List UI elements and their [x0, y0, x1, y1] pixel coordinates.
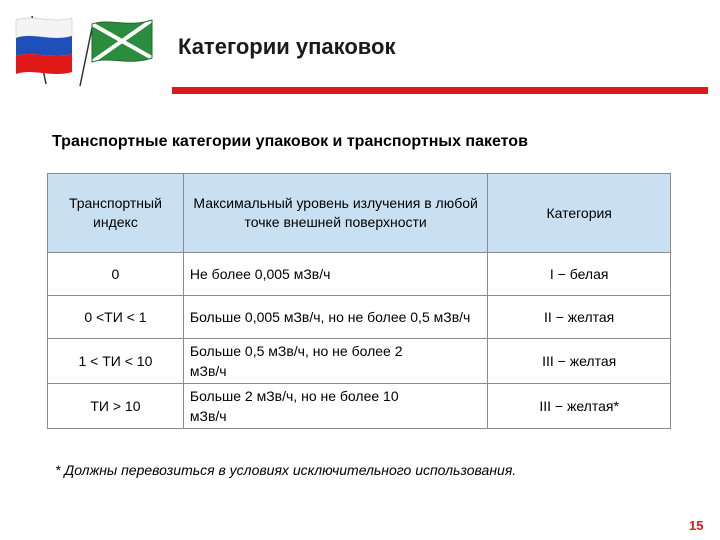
cell-radiation-level: Больше 2 мЗв/ч, но не более 10 мЗв/ч [183, 384, 487, 429]
column-header-max-radiation: Максимальный уровень излучения в любой точке внешней поверхности [183, 174, 487, 253]
table-row [48, 296, 671, 339]
page-number: 15 [689, 518, 704, 533]
flags-logo [10, 10, 160, 88]
categories-table [47, 173, 671, 429]
cell-category: III − желтая [488, 339, 671, 384]
cell-transport-index: ТИ > 10 [48, 384, 184, 429]
page-title: Категории упаковок [178, 34, 396, 59]
russian-flag-icon [16, 16, 72, 84]
table-row [48, 253, 671, 296]
cell-transport-index: 0 <ТИ < 1 [48, 296, 184, 339]
section-subtitle: Транспортные категории упаковок и транспортных пакетов [52, 133, 528, 150]
cell-category: I − белая [488, 253, 671, 296]
footnote: * Должны перевозиться в условиях исключительного использования. [55, 462, 517, 478]
cell-radiation-level: Больше 0,005 мЗв/ч, но не более 0,5 мЗв/ч [189, 309, 471, 325]
cell-category: III − желтая* [488, 384, 671, 429]
table-row [48, 384, 671, 429]
cell-category: II − желтая [488, 296, 671, 339]
cell-radiation-level: Не более 0,005 мЗв/ч [183, 253, 487, 296]
table-row [48, 339, 671, 384]
green-cross-flag-icon [80, 20, 152, 86]
table-header-row [48, 174, 671, 253]
cell-radiation-level: Больше 0,5 мЗв/ч, но не более 2 мЗв/ч [183, 339, 487, 384]
cell-transport-index: 1 < ТИ < 10 [48, 339, 184, 384]
column-header-category: Категория [488, 174, 671, 253]
cell-transport-index: 0 [48, 253, 184, 296]
title-underline-bar [172, 87, 708, 94]
column-header-transport-index: Транспортный индекс [48, 174, 184, 253]
